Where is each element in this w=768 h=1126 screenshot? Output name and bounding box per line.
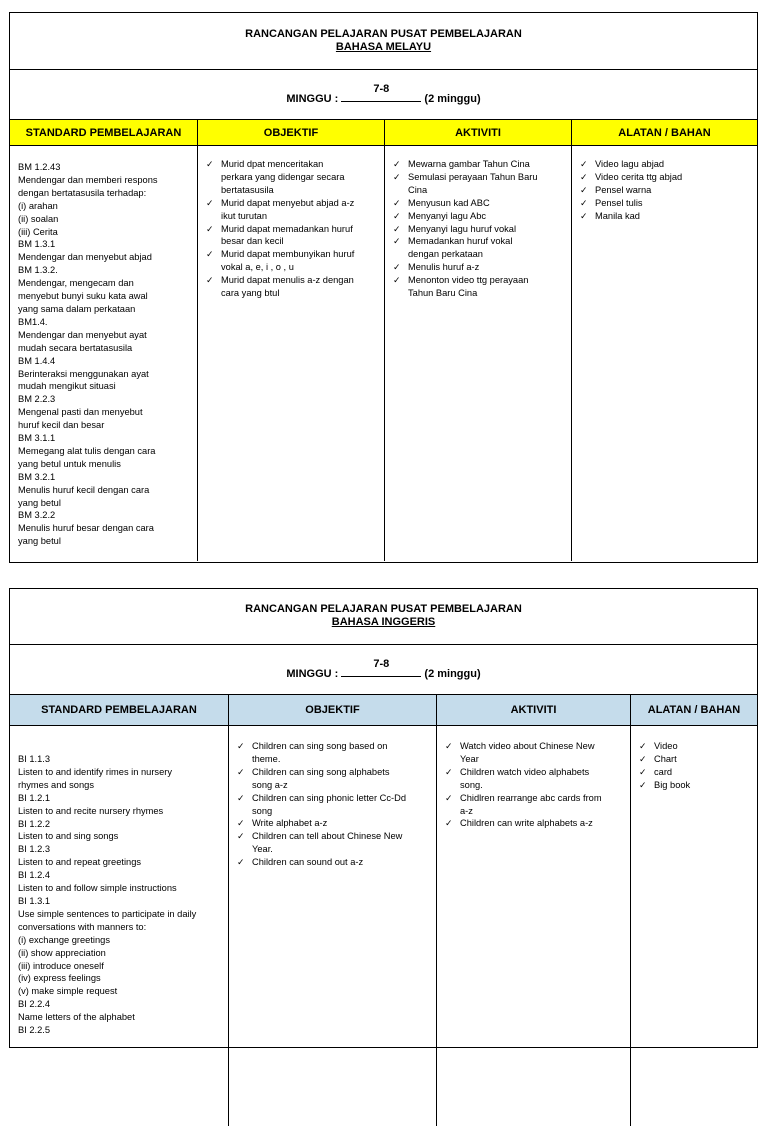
objektif-cell: [229, 726, 437, 1126]
checklist-item-text: ✓ Pensel tulis: [595, 197, 643, 208]
standard-line: Mendengar dan menyebut abjad: [18, 252, 152, 263]
checklist-item: [408, 210, 567, 223]
checklist-item-text: ✓ Video lagu abjad: [595, 159, 665, 169]
plan-header: [10, 13, 757, 70]
checklist-item-text: ✓ Mewarna gambar Tahun Cina: [408, 159, 530, 169]
standard-line: yang betul untuk menulis: [18, 458, 121, 469]
checklist-item: [252, 830, 432, 856]
checklist-item-text: bertatasusila: [221, 184, 274, 195]
checklist-item-text: ✓ Watch video about Chinese New: [460, 741, 595, 751]
header-standard: STANDARD PEMBELAJARAN: [10, 695, 229, 725]
checklist-item-text: ✓ Children can sing song based on: [252, 741, 388, 751]
checklist-item: [460, 792, 626, 818]
checklist-item-text: ✓ Murid dapat memadankan huruf: [221, 223, 353, 234]
checklist-item-text: ✓ Manila kad: [595, 210, 640, 221]
checklist-item-text: ✓ Murid dapat membunyikan huruf: [221, 249, 355, 260]
checklist-item-text: ✓ Video cerita ttg abjad: [595, 171, 683, 182]
standard-line: BI 1.2.2: [18, 818, 51, 829]
standard-line: BI 2.2.4: [18, 999, 51, 1010]
checklist-item: [408, 171, 567, 197]
week-value: 7-8: [373, 83, 390, 95]
checklist-item-text: ✓ Children can write alphabets a-z: [460, 818, 593, 829]
checklist-item-text: ✓ Menyanyi lagu huruf vokal: [408, 223, 517, 234]
standard-line: BI 1.1.3: [18, 754, 51, 764]
header-aktiviti: AKTIVITI: [385, 120, 572, 145]
standard-line: (iv) express feelings: [18, 973, 101, 984]
standard-line: mudah mengikut situasi: [18, 381, 116, 392]
standard-line: BM 1.3.2.: [18, 265, 58, 276]
checklist-item: [460, 817, 626, 830]
standard-line: (i) arahan: [18, 200, 58, 211]
checklist-item: [654, 766, 753, 779]
standard-line: Listen to and repeat greetings: [18, 857, 142, 868]
standard-line: yang sama dalam perkataan: [18, 303, 136, 314]
week-row: [10, 70, 757, 120]
checklist-item: [408, 274, 567, 300]
checklist-item-text: Year: [460, 753, 479, 764]
standard-line: BM 3.2.1: [18, 471, 56, 482]
standard-line: huruf kecil dan besar: [18, 420, 105, 431]
checklist-item-text: Year.: [252, 844, 273, 855]
standard-line: BI 1.2.1: [18, 792, 51, 803]
checklist-item: [595, 171, 753, 184]
checklist-item: [654, 740, 753, 753]
lesson-plan-bahasa-inggeris: [9, 588, 758, 1048]
checklist-item: [595, 197, 753, 210]
checklist-item: [460, 740, 626, 766]
checklist-item-text: ✓ Pensel warna: [595, 184, 652, 195]
checklist-item: [408, 235, 567, 261]
checklist-item: [221, 223, 380, 249]
checklist-item-text: ✓ Big book: [654, 779, 691, 790]
checklist-item: [408, 197, 567, 210]
checklist-item-text: ✓ Menyanyi lagu Abc: [408, 210, 487, 221]
standard-line: (ii) show appreciation: [18, 947, 106, 958]
checklist-item: [252, 817, 432, 830]
plan-body: [10, 146, 757, 561]
checklist-item: [595, 158, 753, 171]
checklist-item-text: a-z: [460, 805, 473, 816]
week-blank: [341, 83, 421, 102]
standard-cell: [10, 146, 198, 561]
checklist-item-text: ✓ Menonton video ttg perayaan: [408, 275, 529, 286]
checklist-item: [221, 197, 380, 223]
standard-line: BM 1.3.1: [18, 239, 56, 250]
standard-line: Use simple sentences to participate in daily: [18, 908, 197, 919]
checklist-item-text: ✓ Murid dapat menulis a-z dengan: [221, 275, 354, 286]
checklist-item: [595, 184, 753, 197]
checklist-item: [408, 223, 567, 236]
checklist-item-text: perkara yang didengar secara: [221, 171, 345, 182]
week-duration: (2 minggu): [421, 93, 481, 105]
plan-title: RANCANGAN PELAJARAN PUSAT PEMBELAJARAN: [245, 28, 522, 40]
standard-line: menyebut bunyi suku kata awal: [18, 291, 148, 302]
standard-line: (v) make simple request: [18, 986, 118, 997]
standard-line: Menulis huruf kecil dengan cara: [18, 484, 150, 495]
checklist-item: [221, 248, 380, 274]
column-headers: [10, 120, 757, 146]
checklist-item-text: ✓ Children can tell about Chinese New: [252, 831, 403, 842]
checklist-item-text: besar dan kecil: [221, 236, 284, 247]
checklist-item-text: ✓ Write alphabet a-z: [252, 818, 328, 829]
checklist-item-text: Tahun Baru Cina: [408, 288, 478, 299]
checklist-item-text: ✓ Children can sing song alphabets: [252, 766, 390, 777]
checklist-item-text: ✓ card: [654, 766, 673, 777]
week-blank: [341, 658, 421, 677]
plan-title: RANCANGAN PELAJARAN PUSAT PEMBELAJARAN: [245, 603, 522, 615]
checklist-item: [221, 274, 380, 300]
checklist-item-text: ✓ Children watch video alphabets: [460, 766, 590, 777]
week-value: 7-8: [373, 658, 390, 670]
checklist-item-text: dengan perkataan: [408, 249, 483, 260]
week-row: [10, 645, 757, 695]
week-label: MINGGU :: [286, 93, 342, 105]
checklist-item: [595, 210, 753, 223]
plan-header: [10, 589, 757, 645]
checklist-item: [221, 158, 380, 197]
checklist-item-text: ikut turutan: [221, 210, 267, 221]
checklist-item: [654, 753, 753, 766]
standard-line: yang betul: [18, 536, 61, 547]
standard-line: Mengenal pasti dan menyebut: [18, 407, 143, 418]
standard-line: conversations with manners to:: [18, 921, 147, 932]
checklist-item-text: ✓ Video: [654, 741, 678, 751]
header-objektif: OBJEKTIF: [229, 695, 437, 725]
checklist-item: [252, 856, 432, 869]
plan-subject: BAHASA MELAYU: [335, 41, 432, 53]
checklist-item-text: ✓ Murid dapat menyebut abjad a-z: [221, 197, 355, 208]
standard-line: BM 1.2.43: [18, 162, 61, 172]
checklist-item: [460, 766, 626, 792]
standard-line: (ii) soalan: [18, 213, 59, 224]
checklist-item-text: ✓ Menyusun kad ABC: [408, 197, 490, 208]
standard-line: Listen to and identify rimes in nursery: [18, 766, 172, 777]
checklist-item-text: ✓ Semulasi perayaan Tahun Baru: [408, 171, 538, 182]
checklist-item: [654, 779, 753, 792]
standard-line: dengan bertatasusila terhadap:: [18, 187, 147, 198]
column-headers: [10, 695, 757, 726]
checklist-item-text: ✓ Menulis huruf a-z: [408, 262, 480, 273]
standard-line: BI 1.2.4: [18, 870, 51, 881]
aktiviti-cell: [385, 146, 572, 561]
checklist-item-text: Cina: [408, 184, 428, 195]
standard-line: Mendengar dan menyebut ayat: [18, 329, 147, 340]
header-standard: STANDARD PEMBELAJARAN: [10, 120, 198, 145]
standard-line: mudah secara bertatasusila: [18, 342, 133, 353]
checklist-item-text: song a-z: [252, 779, 288, 790]
standard-line: BM 3.2.2: [18, 510, 56, 521]
checklist-item-text: ✓ Chidlren rearrange abc cards from: [460, 792, 602, 803]
checklist-item-text: ✓ Children can sing phonic letter Cc-Dd: [252, 792, 406, 803]
standard-line: BI 2.2.5: [18, 1025, 51, 1036]
alatan-cell: [631, 726, 757, 1126]
standard-cell: [10, 726, 229, 1126]
week-duration: (2 minggu): [421, 668, 481, 680]
standard-line: BM1.4.: [18, 316, 48, 327]
standard-line: BM 2.2.3: [18, 394, 56, 405]
standard-line: yang betul: [18, 497, 61, 508]
checklist-item-text: ✓ Children can sound out a-z: [252, 857, 364, 868]
checklist-item-text: ✓ Memadankan huruf vokal: [408, 236, 513, 247]
plan-subject: BAHASA INGGERIS: [331, 616, 436, 628]
standard-line: Memegang alat tulis dengan cara: [18, 445, 156, 456]
week-label: MINGGU :: [286, 668, 342, 680]
checklist-item-text: ✓ Murid dpat menceritakan: [221, 159, 324, 169]
checklist-item-text: song: [252, 805, 273, 816]
checklist-item-text: vokal a, e, i , o , u: [221, 262, 294, 273]
header-objektif: OBJEKTIF: [198, 120, 385, 145]
standard-line: (iii) introduce oneself: [18, 960, 104, 971]
plan-body: [10, 726, 757, 1126]
checklist-item-text: ✓ Chart: [654, 753, 677, 764]
objektif-cell: [198, 146, 385, 561]
header-aktiviti: AKTIVITI: [437, 695, 631, 725]
standard-line: Menulis huruf besar dengan cara: [18, 523, 154, 534]
checklist-item-text: song.: [460, 779, 483, 790]
standard-line: Berinteraksi menggunakan ayat: [18, 368, 149, 379]
standard-line: Mendengar, mengecam dan: [18, 278, 134, 289]
checklist-item-text: cara yang btul: [221, 288, 280, 299]
standard-line: BI 1.2.3: [18, 844, 51, 855]
standard-line: Listen to and recite nursery rhymes: [18, 805, 164, 816]
standard-line: (i) exchange greetings: [18, 934, 110, 945]
standard-line: Listen to and follow simple instructions: [18, 883, 177, 894]
header-alatan: ALATAN / BAHAN: [647, 704, 741, 716]
standard-line: rhymes and songs: [18, 779, 94, 790]
standard-line: Listen to and sing songs: [18, 831, 119, 842]
checklist-item: [252, 792, 432, 818]
lesson-plan-bahasa-melayu: [9, 12, 758, 563]
alatan-cell: [572, 146, 757, 561]
standard-line: BI 1.3.1: [18, 895, 51, 906]
checklist-item: [252, 766, 432, 792]
header-alatan: ALATAN / BAHAN: [618, 126, 711, 139]
checklist-item-text: theme.: [252, 753, 281, 764]
checklist-item: [408, 158, 567, 171]
standard-line: (iii) Cerita: [18, 226, 58, 237]
checklist-item: [252, 740, 432, 766]
aktiviti-cell: [437, 726, 631, 1126]
standard-line: Name letters of the alphabet: [18, 1012, 135, 1023]
standard-line: BM 3.1.1: [18, 433, 56, 444]
checklist-item: [408, 261, 567, 274]
standard-line: Mendengar dan memberi respons: [18, 174, 158, 185]
standard-line: BM 1.4.4: [18, 355, 56, 366]
